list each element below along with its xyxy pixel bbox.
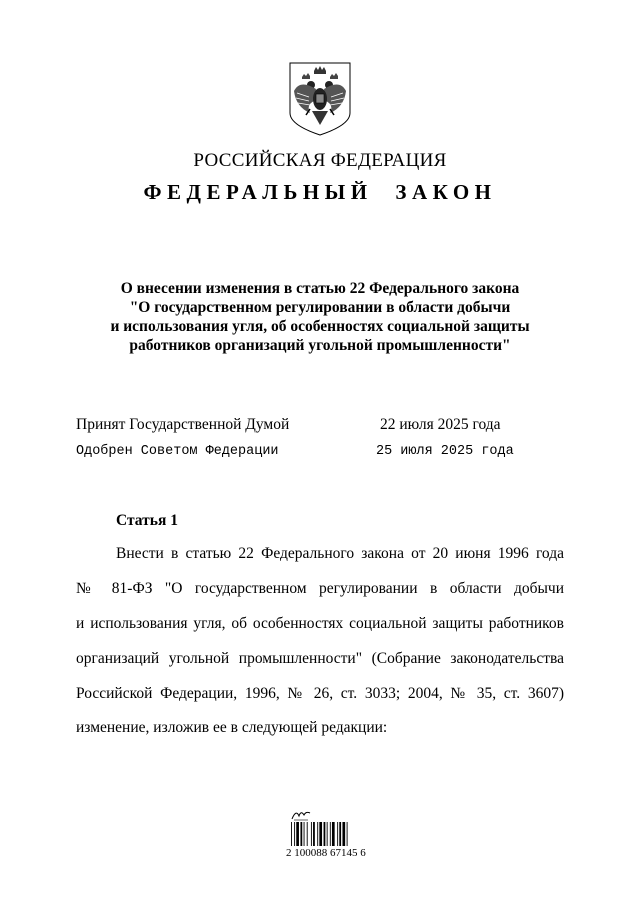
subject-line: О внесении изменения в статью 22 Федерального закона: [120, 280, 520, 297]
subject-line: "О государственном регулировании в области добычи: [129, 299, 511, 316]
document-type-title: ФЕДЕРАЛЬНЫЙ ЗАКОН: [143, 180, 497, 204]
signature-mark-icon: [291, 807, 311, 821]
country-name: РОССИЙСКАЯ ФЕДЕРАЦИЯ: [193, 150, 447, 171]
barcode-icon: [290, 822, 370, 846]
article-body-line: № 81-ФЗ "О государственном регулировании в области добычи: [76, 580, 564, 597]
article-body-line: изменение, изложив ее в следующей редакции:: [76, 719, 388, 736]
article-body-line: и использования угля, об особенностях социальной защиты работников: [76, 615, 564, 632]
coat-of-arms-icon: [288, 61, 352, 137]
article-heading: Статья 1: [116, 512, 178, 529]
duma-adoption-label: Принят Государственной Думой: [76, 416, 290, 433]
duma-adoption-row: [76, 416, 576, 436]
article-body-line: Внести в статью 22 Федерального закона от 20 июня 1996 года: [116, 545, 564, 562]
subject-line: работников организаций угольной промышленности": [129, 337, 511, 354]
law-subject: [60, 279, 580, 355]
duma-adoption-date: 22 июля 2025 года: [380, 416, 501, 433]
council-approval-row: [76, 444, 576, 464]
article-body-line: организаций угольной промышленности" (Собрание законодательства: [76, 650, 564, 667]
barcode-number: 2 100088 67145 6: [286, 847, 366, 859]
council-approval-date: 25 июля 2025 года: [376, 444, 514, 459]
article-body-line: Российской Федерации, 1996, № 26, ст. 3033; 2004, № 35, ст. 3607): [76, 685, 564, 702]
council-approval-label: Одобрен Советом Федерации: [76, 444, 279, 459]
subject-line: и использования угля, об особенностях социальной защиты: [110, 318, 530, 335]
